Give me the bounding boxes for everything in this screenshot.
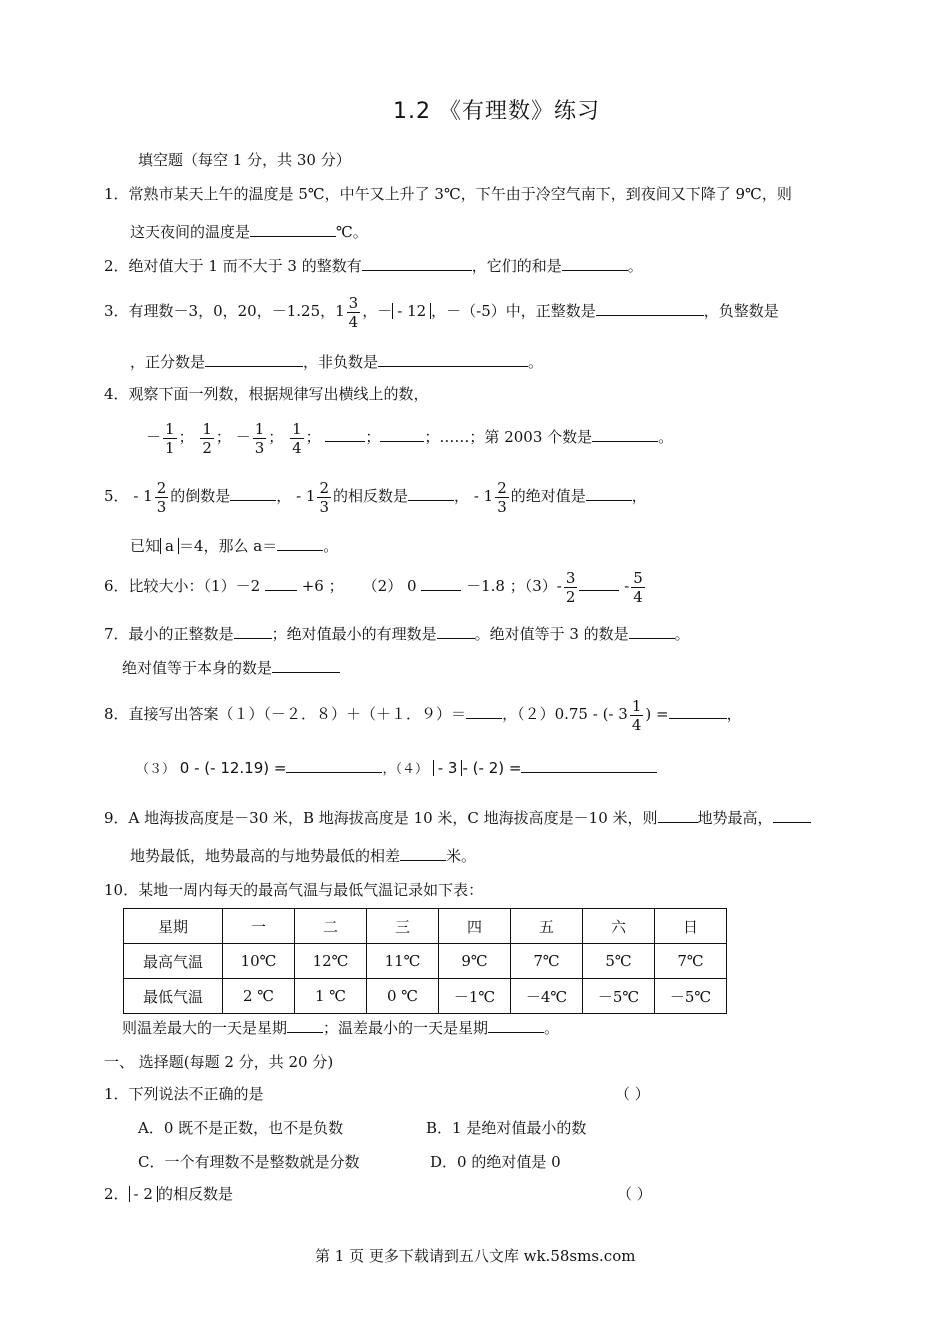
table-cell: 9℃ <box>439 944 511 979</box>
answer-blank[interactable] <box>287 1018 323 1033</box>
answer-blank[interactable] <box>265 576 297 591</box>
table-cell: 12℃ <box>295 944 367 979</box>
page-title: 1.2 《有理数》练习 <box>393 99 600 124</box>
answer-blank[interactable] <box>421 576 461 591</box>
answer-blank[interactable] <box>596 301 704 316</box>
table-cell: －5℃ <box>583 979 655 1014</box>
question-7: 7．最小的正整数是 ；绝对值最小的有理数是 。绝对值等于 3 的数是 。 <box>104 625 690 643</box>
question-text: 观察下面一列数，根据规律写出横线上的数， <box>128 385 429 403</box>
question-text: ，－（-5）中，正整数是 <box>431 302 596 320</box>
fraction: $\frac{2}{3}$ <box>319 478 330 516</box>
answer-blank[interactable] <box>579 576 619 591</box>
question-number: 3． <box>104 302 129 320</box>
question-3 <box>104 292 779 331</box>
question-1 <box>104 184 792 204</box>
answer-blank[interactable] <box>234 624 272 639</box>
answer-blank[interactable] <box>272 658 340 673</box>
fraction: $\frac{1}{2}$ <box>202 419 212 457</box>
absolute-value: - 2 <box>129 1186 158 1202</box>
table-header-cell: 六 <box>583 909 655 944</box>
table-cell: 1 ℃ <box>295 979 367 1014</box>
table-header-cell: 一 <box>223 909 295 944</box>
question-number: 5． <box>104 487 129 505</box>
question-text: ，它们的和是 <box>471 257 562 275</box>
table-header-row <box>124 909 727 944</box>
fraction: $\frac{3}{4}$ <box>348 293 359 331</box>
answer-blank[interactable] <box>286 758 382 773</box>
table-cell: －4℃ <box>511 979 583 1014</box>
table-cell: 0 ℃ <box>367 979 439 1014</box>
option-b[interactable]: B．1 是绝对值最小的数 <box>426 1119 587 1137</box>
answer-blank[interactable] <box>408 486 454 501</box>
question-text: 的相反数是 <box>333 487 409 505</box>
question-number: 1． <box>104 1085 129 1103</box>
question-text: ，负整数是 <box>703 302 779 320</box>
question-8-line2: （３） 0 - (- 12.19) = ，（４） - 3 - (- 2) = <box>136 758 657 780</box>
temperature-table <box>123 908 727 1014</box>
answer-blank[interactable] <box>325 427 365 442</box>
question-number: 8． <box>104 705 129 723</box>
question-number: 6． <box>104 577 129 595</box>
question-1-line2 <box>130 222 368 242</box>
question-7-line2: 绝对值等于本身的数是 <box>122 658 340 678</box>
answer-blank[interactable] <box>586 486 632 501</box>
answer-blank[interactable] <box>205 352 303 367</box>
section-header-choice: 一、 选择题(每题 2 分，共 20 分) <box>104 1053 334 1071</box>
answer-paren[interactable]: （ ） <box>617 1185 652 1203</box>
question-number: 7． <box>104 625 129 643</box>
question-text: 常熟市某天上午的温度是 5℃，中午又上升了 3℃，下午由于冷空气南下，到夜间又下降了 9℃，则 <box>128 185 792 203</box>
fraction: $\frac{1}{3}$ <box>254 419 265 457</box>
option-c[interactable]: C．一个有理数不是整数就是分数 <box>138 1153 360 1171</box>
absolute-value: - 12 <box>392 303 431 319</box>
question-text: ，非负数是 <box>303 353 379 371</box>
question-number: 2． <box>104 1185 129 1203</box>
question-text: 。 <box>528 353 544 371</box>
table-header-cell: 日 <box>655 909 727 944</box>
question-text: 绝对值大于 1 而不大于 3 的整数有 <box>128 257 362 275</box>
table-row <box>124 944 727 979</box>
option-d[interactable]: D．0 的绝对值是 0 <box>430 1153 561 1171</box>
question-text: ℃。 <box>336 223 368 241</box>
question-text: ，正分数是 <box>130 353 206 371</box>
question-2 <box>104 256 643 276</box>
question-10-after: 则温差最大的一天是星期 ；温差最小的一天是星期 。 <box>122 1019 560 1037</box>
question-text: 有理数－3，0，20，－1.25，1 <box>128 302 345 320</box>
answer-blank[interactable] <box>592 427 658 442</box>
answer-blank[interactable] <box>466 704 502 719</box>
table-header-cell: 二 <box>295 909 367 944</box>
table-cell: 最低气温 <box>124 979 223 1014</box>
answer-blank[interactable] <box>562 256 628 271</box>
table-cell: －1℃ <box>439 979 511 1014</box>
answer-blank[interactable] <box>488 1018 544 1033</box>
question-number: 4． <box>104 385 129 403</box>
answer-paren[interactable]: （ ） <box>615 1085 650 1103</box>
question-9: 9．A 地海拔高度是－30 米，B 地海拔高度是 10 米，C 地海拔高度是－10 米，则 地势最高， <box>104 808 811 828</box>
fraction: $\frac{1}{4}$ <box>631 696 642 734</box>
question-4 <box>104 384 429 404</box>
question-number: 10． <box>104 881 139 899</box>
table-cell: 最高气温 <box>124 944 223 979</box>
question-8: 8．直接写出答案（１）（－２．８）＋（＋１．９）＝ ，（２）0.75 - (- 3 $\frac{1}{4}$ ) = ， <box>104 696 742 734</box>
choice-question-1: 1．下列说法不正确的是 <box>104 1085 264 1103</box>
question-9-line2: 地势最低，地势最高的与地势最低的相差 米。 <box>130 847 477 865</box>
answer-blank[interactable] <box>380 427 424 442</box>
table-header-cell: 五 <box>511 909 583 944</box>
fraction: $\frac{1}{4}$ <box>292 419 302 457</box>
question-4-sequence: － $\frac{1}{1}$ ； $\frac{1}{2}$ ； － $\frac{1}{3}$ ； $\frac{1}{4}$ ； ； ；……；第 2003 个数是 。 <box>146 419 674 457</box>
answer-blank[interactable] <box>362 256 472 271</box>
answer-blank[interactable] <box>250 222 336 237</box>
answer-blank[interactable] <box>437 624 475 639</box>
question-3-line2 <box>130 352 543 372</box>
absolute-value: - 3 <box>433 760 463 776</box>
option-a[interactable]: A．0 既不是正数，也不是负数 <box>138 1119 344 1137</box>
absolute-value: a <box>160 538 179 554</box>
choice-question-2: 2． - 2 的相反数是 <box>104 1185 233 1203</box>
fraction: $\frac{3}{2}$ <box>565 568 576 606</box>
question-5: 5． - 1 $\frac{2}{3}$ 的倒数是 ， - 1 $\frac{2}{3}$ 的相反数是 ， - 1 $\frac{2}{3}$ 的绝对值是 ， <box>104 478 647 516</box>
question-6: 6．比较大小：（1）－2 +6 ； （2） 0 －1.8 ；（3）- $\frac{3}{2}$ - $\frac{5}{4}$ <box>104 568 643 606</box>
fraction: $\frac{2}{3}$ <box>497 478 507 516</box>
question-text: ，－ <box>362 302 393 320</box>
answer-blank[interactable] <box>230 486 276 501</box>
question-5-line2: 已知 a ＝4，那么 a＝ 。 <box>130 537 339 555</box>
table-cell: 7℃ <box>655 944 727 979</box>
fraction: $\frac{1}{1}$ <box>165 419 175 457</box>
table-cell: 11℃ <box>367 944 439 979</box>
fraction: $\frac{5}{4}$ <box>633 568 643 606</box>
table-header-cell: 四 <box>439 909 511 944</box>
question-text: 的绝对值是 <box>510 487 586 505</box>
answer-blank[interactable] <box>773 808 811 823</box>
answer-blank[interactable] <box>378 352 528 367</box>
table-cell: －5℃ <box>655 979 727 1014</box>
table-cell: 5℃ <box>583 944 655 979</box>
question-10: 10．某地一周内每天的最高气温与最低气温记录如下表： <box>104 881 484 899</box>
section-header-fill: 填空题（每空 1 分，共 30 分） <box>138 151 351 169</box>
question-text: 。 <box>627 257 643 275</box>
answer-blank[interactable] <box>658 808 698 823</box>
question-number: 9． <box>104 809 129 827</box>
question-number: 2． <box>104 257 129 275</box>
table-header-cell: 星期 <box>124 909 223 944</box>
question-text: 这天夜间的温度是 <box>130 223 251 241</box>
question-text: 的倒数是 <box>170 487 231 505</box>
table-header-cell: 三 <box>367 909 439 944</box>
answer-blank[interactable] <box>521 758 657 773</box>
page-footer: 第 1 页 更多下载请到五八文库 wk.58sms.com <box>315 1247 636 1265</box>
answer-blank[interactable] <box>629 624 675 639</box>
table-cell: 10℃ <box>223 944 295 979</box>
table-row <box>124 979 727 1014</box>
answer-blank[interactable] <box>669 704 727 719</box>
table-cell: 2 ℃ <box>223 979 295 1014</box>
fraction: $\frac{2}{3}$ <box>156 478 167 516</box>
answer-blank[interactable] <box>400 846 446 861</box>
table-cell: 7℃ <box>511 944 583 979</box>
answer-blank[interactable] <box>277 536 323 551</box>
question-number: 1． <box>104 185 129 203</box>
